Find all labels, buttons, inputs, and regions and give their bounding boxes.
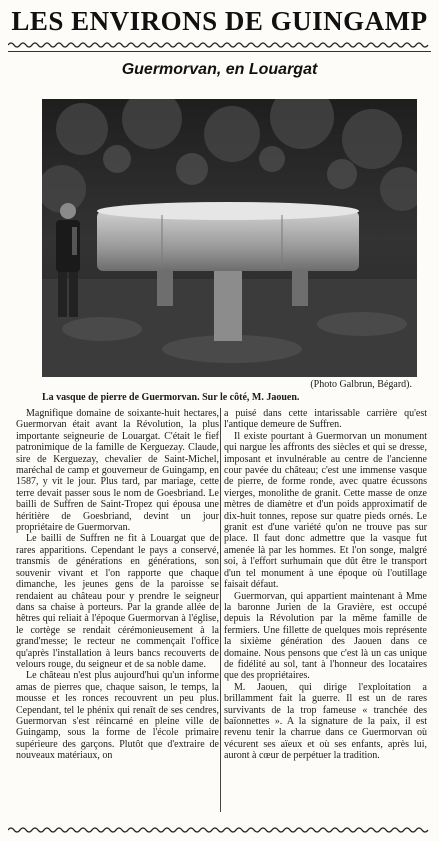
subtitle: Guermorvan, en Louargat xyxy=(121,61,318,78)
paragraph: Le bailli de Suffren ne fit à Louargat que de rares apparitions. Cependant le pays a conservé, transmis de générations en générations, son souvenir vivant et l'on rapporte que chaque dimanche, les jeunes gens de la paroisse se rendaient au château pour y prendre le seigneur dans sa chaise à porteurs. Par la grande allée de hêtres qui reliait à l'époque Guermorvan à l'église, le cortège se rendait cérémonieusement à la grand'messe; le recteur ne commençait l'office qu'après l'installation à leurs bancs recouverts de velours rouge, du seigneur et de sa noble dame. xyxy=(16,533,219,670)
article-column-right xyxy=(224,408,427,762)
top-thin-rule xyxy=(8,51,431,52)
photo-caption: La vasque de pierre de Guermorvan. Sur le côté, M. Jaouen. xyxy=(42,392,300,403)
paragraph: Il existe pourtant à Guermorvan un monument qui nargue les affronts des siècles et qui se dresse, imposant et invulnérable au centre de l'ancienne cour pavée du château; c'est une immense vasque de pierre, de forme ronde, avec quatre écussons vierges, monolithe de granit. Cette masse de onze mètres de diamètre et d'un poids approximatif de dix-huit tonnes, repose sur quatre pieds ornés. Le granit est d'une variété qu'on ne trouve pas sur place. Il faut donc admettre que la vasque fut amenée là par les hommes. Et l'on songe, malgré soi, à l'effort surhumain que dût être le transport d'un tel monument à une époque où l'outillage faisait défaut. xyxy=(224,430,427,591)
top-wavy-rule xyxy=(8,41,431,49)
photo-illustration xyxy=(42,99,417,377)
headline: LES ENVIRONS DE GUINGAMP xyxy=(11,6,428,36)
bottom-wavy-rule xyxy=(8,826,431,834)
paragraph: a puisé dans cette intarissable carrière qu'est l'antique demeure de Suffren. xyxy=(224,408,427,431)
article-column-left xyxy=(16,408,219,762)
photo-stone-basin xyxy=(42,99,417,377)
paragraph: M. Jaouen, qui dirige l'exploitation a brillamment fait la guerre. Il est un de rares survivants de la trop fameuse « tranchée des baïonnettes ». A la signature de la paix, il est revenu tenir la charrue dans ce Guermorvan où vécurent ses aïeux et où ses enfants, après lui, auront à cœur de perpétuer la tradition. xyxy=(224,681,427,762)
photo-credit: (Photo Galbrun, Bégard). xyxy=(310,379,412,390)
paragraph: Guermorvan, qui appartient maintenant à Mme la baronne Jurien de la Gravière, est occupé depuis la Révolution par la même famille de fermiers. Une fillette de quelques mois représente la sixième génération des Jaouen dans ce domaine. Nous pensons que c'est là un cas unique de fidélité au sol, tant à l'honneur des locataires que des propriétaires. xyxy=(224,590,427,682)
paragraph: Le château n'est plus aujourd'hui qu'un informe amas de pierres que, chaque saison, le temps, la mousse et les ronces recouvrent un peu plus. Cependant, tel le phénix qui renaît de ses cendres, Guermorvan s'est réincarné en pleine ville de Guingamp, sous la forme de l'école primaire supérieure des garçons. Plutôt que d'extraire de nouveaux matériaux, on xyxy=(16,670,219,762)
paragraph: Magnifique domaine de soixante-huit hectares, Guermorvan était avant la Révolution, la plus importante seigneurie de Louargat. C'était le fief patronimique de la famille de Kerguezay. Claude, sire de Kerguezay, chevalier de Saint-Michel, maréchal de camp et gouverneur de Guingamp, en 1587, y vit le jour. Plus tard, par mariage, cette terre devait passer sous le nom de Goesbriand. Le bailli de Suffren de Saint-Tropez qui épousa une héritière de Goesbriand, devint un jour propriétaire de Guermorvan. xyxy=(16,408,219,534)
column-divider xyxy=(220,408,221,812)
